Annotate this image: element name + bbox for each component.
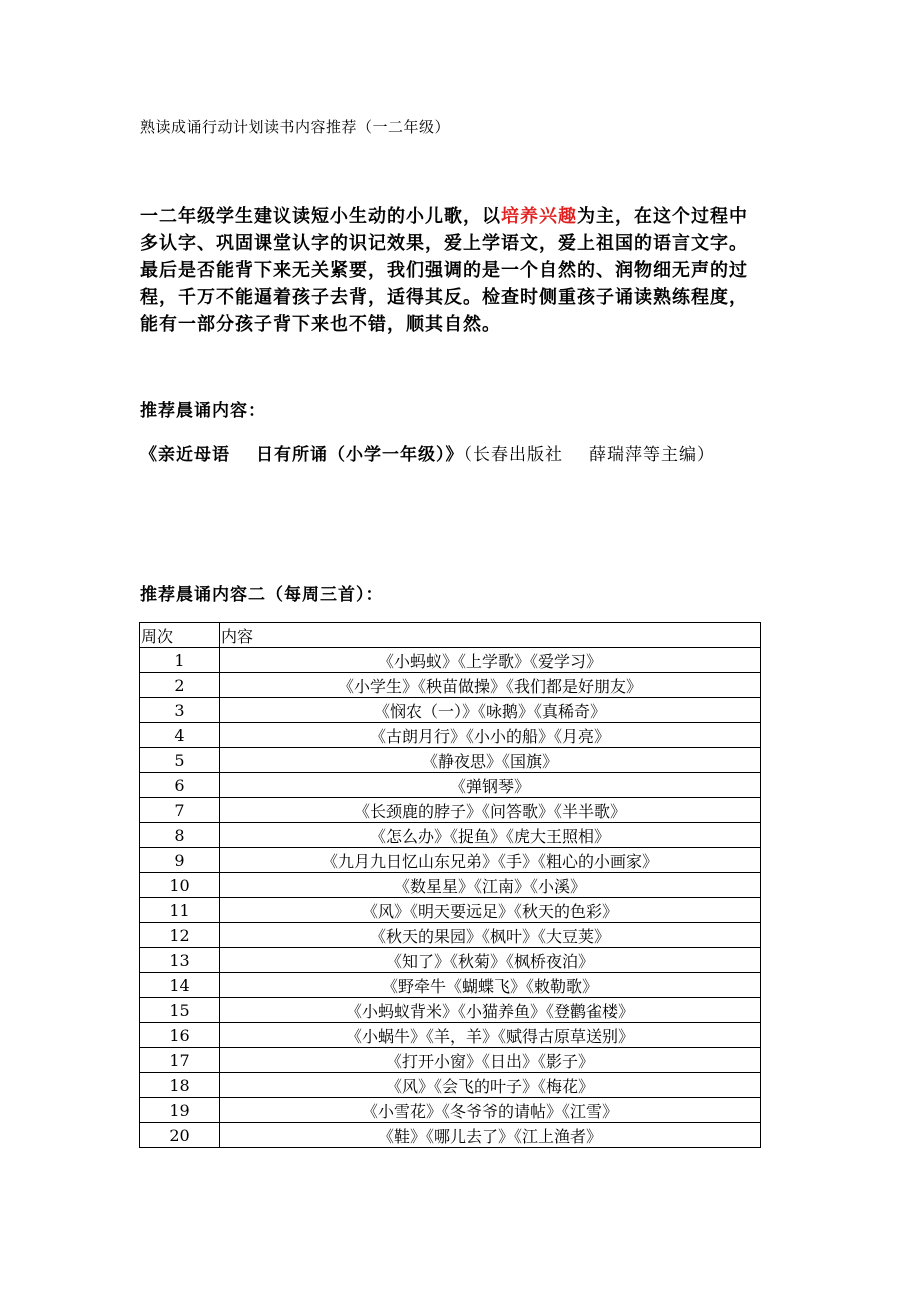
week-cell: 6 bbox=[140, 773, 220, 798]
table-row bbox=[140, 1048, 761, 1073]
intro-text-after: 为主，在这个过程中多认字、巩固课堂认字的识记效果，爱上学语文，爱上祖国的语言文字。最后是否能背下来无关紧要，我们强调的是一个自然的、润物细无声的过程，千万不能逼着孩子去背，适得其反。检查时侧重孩子诵读熟练程度，能有一部分孩子背下来也不错，顺其自然。 bbox=[140, 206, 748, 335]
table-row bbox=[140, 1123, 761, 1148]
book-title-a: 《亲近母语 bbox=[140, 445, 230, 465]
week-cell: 15 bbox=[140, 998, 220, 1023]
week-cell: 16 bbox=[140, 1023, 220, 1048]
content-cell: 《小蜗牛》《羊，羊》《赋得古原草送别》 bbox=[220, 1023, 761, 1048]
table-row bbox=[140, 823, 761, 848]
content-cell: 《鞋》《哪儿去了》《江上渔者》 bbox=[220, 1123, 761, 1148]
week-cell: 19 bbox=[140, 1098, 220, 1123]
header-content: 内容 bbox=[220, 623, 761, 648]
week-cell: 12 bbox=[140, 923, 220, 948]
content-cell: 《怎么办》《捉鱼》《虎大王照相》 bbox=[220, 823, 761, 848]
table-header-row bbox=[140, 623, 761, 648]
content-cell: 《秋天的果园》《枫叶》《大豆荚》 bbox=[220, 923, 761, 948]
week-cell: 3 bbox=[140, 698, 220, 723]
table-row bbox=[140, 773, 761, 798]
week-cell: 20 bbox=[140, 1123, 220, 1148]
week-cell: 17 bbox=[140, 1048, 220, 1073]
content-cell: 《小学生》《秧苗做操》《我们都是好朋友》 bbox=[220, 673, 761, 698]
week-cell: 4 bbox=[140, 723, 220, 748]
week-cell: 13 bbox=[140, 948, 220, 973]
table-row bbox=[140, 1098, 761, 1123]
intro-text-before: 一二年级学生建议读短小生动的小儿歌，以 bbox=[140, 206, 501, 227]
content-cell: 《弹钢琴》 bbox=[220, 773, 761, 798]
table-row bbox=[140, 973, 761, 998]
content-cell: 《风》《会飞的叶子》《梅花》 bbox=[220, 1073, 761, 1098]
table-row bbox=[140, 723, 761, 748]
week-cell: 7 bbox=[140, 798, 220, 823]
content-cell: 《静夜思》《国旗》 bbox=[220, 748, 761, 773]
content-cell: 《打开小窗》《日出》《影子》 bbox=[220, 1048, 761, 1073]
table-row bbox=[140, 1023, 761, 1048]
header-week: 周次 bbox=[140, 623, 220, 648]
content-cell: 《悯农（一）》《咏鹅》《真稀奇》 bbox=[220, 698, 761, 723]
content-cell: 《小蚂蚁》《上学歌》《爱学习》 bbox=[220, 648, 761, 673]
intro-paragraph bbox=[140, 203, 765, 338]
section2-heading: 推荐晨诵内容二（每周三首）： bbox=[140, 585, 384, 605]
week-cell: 10 bbox=[140, 873, 220, 898]
content-cell: 《数星星》《江南》《小溪》 bbox=[220, 873, 761, 898]
table-row bbox=[140, 798, 761, 823]
week-cell: 8 bbox=[140, 823, 220, 848]
week-cell: 18 bbox=[140, 1073, 220, 1098]
content-cell: 《小雪花》《冬爷爷的请帖》《江雪》 bbox=[220, 1098, 761, 1123]
week-cell: 11 bbox=[140, 898, 220, 923]
table-row bbox=[140, 948, 761, 973]
content-cell: 《风》《明天要远足》《秋天的色彩》 bbox=[220, 898, 761, 923]
content-cell: 《野牵牛《蝴蝶飞》《敕勒歌》 bbox=[220, 973, 761, 998]
content-cell: 《长颈鹿的脖子》《问答歌》《半半歌》 bbox=[220, 798, 761, 823]
content-cell: 《古朗月行》《小小的船》《月亮》 bbox=[220, 723, 761, 748]
content-cell: 《九月九日忆山东兄弟》《手》《粗心的小画家》 bbox=[220, 848, 761, 873]
content-cell: 《小蚂蚁背米》《小猫养鱼》《登鹳雀楼》 bbox=[220, 998, 761, 1023]
week-cell: 9 bbox=[140, 848, 220, 873]
section1-heading: 推荐晨诵内容： bbox=[140, 401, 266, 421]
week-cell: 5 bbox=[140, 748, 220, 773]
table-body bbox=[140, 648, 761, 1148]
table-row bbox=[140, 748, 761, 773]
week-cell: 2 bbox=[140, 673, 220, 698]
table-row bbox=[140, 848, 761, 873]
table-row bbox=[140, 698, 761, 723]
book-recommendation bbox=[140, 440, 715, 465]
week-cell: 1 bbox=[140, 648, 220, 673]
table-row bbox=[140, 898, 761, 923]
week-cell: 14 bbox=[140, 973, 220, 998]
content-cell: 《知了》《秋菊》《枫桥夜泊》 bbox=[220, 948, 761, 973]
book-publisher: （长春出版社 bbox=[463, 445, 563, 465]
table-row bbox=[140, 923, 761, 948]
table-row bbox=[140, 873, 761, 898]
intro-highlight: 培养兴趣 bbox=[501, 206, 577, 227]
table-row bbox=[140, 1073, 761, 1098]
table-row bbox=[140, 998, 761, 1023]
table-row bbox=[140, 673, 761, 698]
document-title: 熟读成诵行动计划读书内容推荐（一二年级） bbox=[140, 118, 451, 136]
table-row bbox=[140, 648, 761, 673]
book-title-b: 日有所诵（小学一年级）》 bbox=[256, 445, 464, 465]
book-editor: 薛瑞萍等主编） bbox=[589, 445, 715, 465]
schedule-table bbox=[139, 622, 761, 1148]
